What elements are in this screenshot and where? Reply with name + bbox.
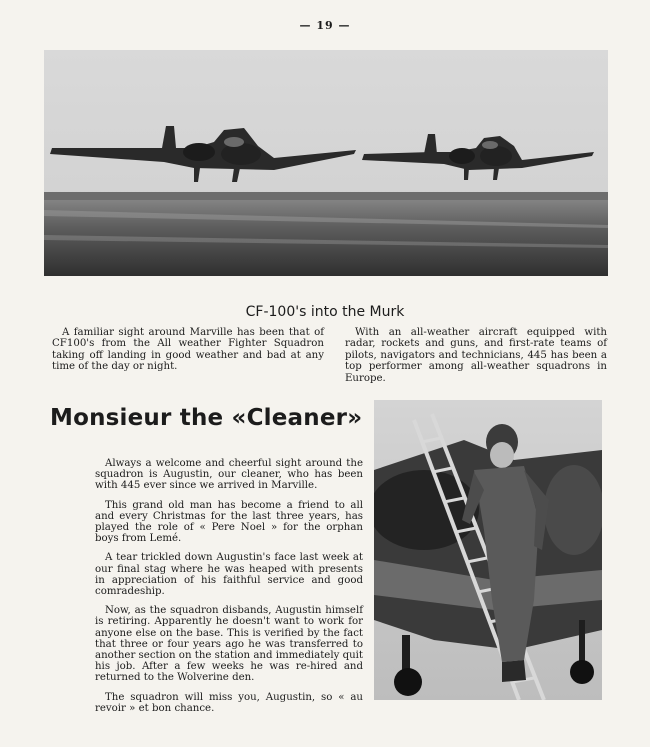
article-paragraph: Always a welcome and cheerful sight around the squadron is Augustin, our cleaner, who has been with 445 ever since we arrived in Marville. (95, 458, 363, 492)
article-title: Monsieur the «Cleaner» (50, 405, 363, 431)
man-on-ladder-photo (374, 400, 602, 700)
article-paragraph: This grand old man has become a friend to all and every Christmas for the last three years, has played the role of « Pere Noel » for the orphan boys from Lemé. (95, 499, 363, 545)
article-paragraph: The squadron will miss you, Augustin, so « au revoir » et bon chance. (95, 691, 363, 714)
article-paragraph: Now, as the squadron disbands, Augustin himself is retiring. Apparently he doesn't want to work for anyone else on the base. This is verified by the fact that three or four years ago he was transferred to another section on the station and immediately quit his job. After a few weeks he was re-hired and returned to the Wolverine den. (95, 605, 364, 684)
article-paragraph: A tear trickled down Augustin's face last week at our final stag where he was heaped with presents in appreciation of his faithful service and good comradeship. (95, 552, 363, 598)
section-heading: CF-100's into the Murk (245, 304, 405, 320)
page-number: — 19 — (299, 19, 351, 32)
article-body (95, 458, 363, 722)
paragraph: A familiar sight around Marville has been that of CF100's from the All weather Fighter Squadron taking off landing in good weather and bad at any time of the day or night. (52, 327, 324, 373)
column-right (345, 327, 607, 384)
aircraft-formation-photo (44, 50, 608, 276)
paragraph: With an all-weather aircraft equipped with radar, rockets and guns, and first-rate teams of pilots, navigators and technicians, 445 has been a top performer among all-weather squadrons in Europe. (345, 327, 607, 384)
column-left (52, 327, 324, 373)
